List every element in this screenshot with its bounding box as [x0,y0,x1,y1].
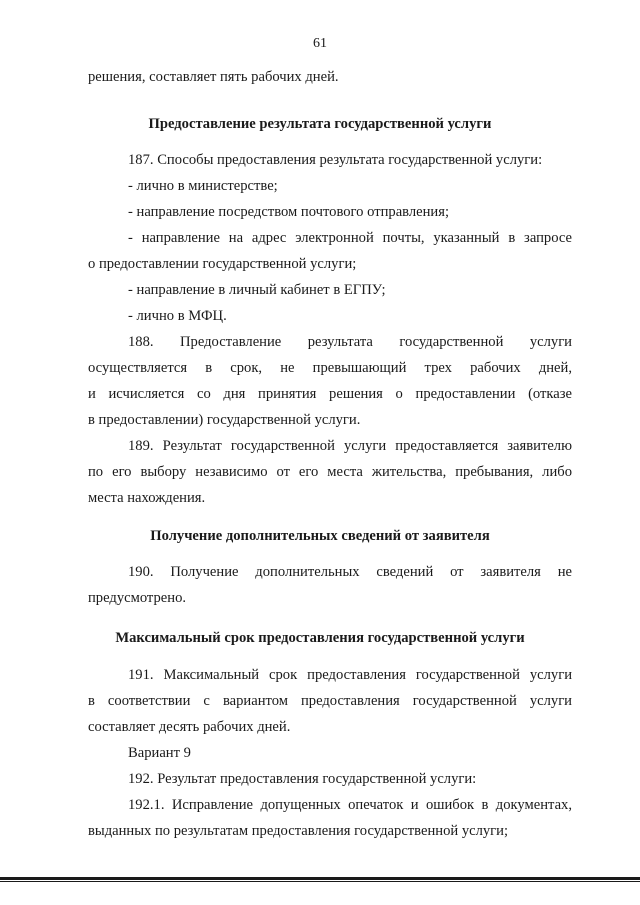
text-line: - направление на адрес электронной почты, указанный в запросе [128,230,572,246]
text-line: 190. Получение дополнительных сведений от заявителя не [128,564,572,580]
text-line: и исчисляется со дня принятия решения о предоставлении (отказе [88,386,572,402]
text-line: 192. Результат предоставления государственной услуги: [128,771,477,787]
text-line: места нахождения. [88,490,206,506]
text-line: - лично в МФЦ. [128,308,227,324]
text-line: 188. Предоставление результата государственной услуги [128,334,572,350]
section-heading: Получение дополнительных сведений от заявителя [150,528,490,544]
text-line: 192.1. Исправление допущенных опечаток и ошибок в документах, [128,797,572,813]
section-heading: Предоставление результата государственной услуги [148,116,492,132]
text-line: по его выбору независимо от его места жительства, пребывания, либо [88,464,572,480]
text-line: решения, составляет пять рабочих дней. [88,69,339,85]
text-line: о предоставлении государственной услуги; [88,256,357,272]
text-line: - направление посредством почтового отправления; [128,204,450,220]
page-number: 61 [313,36,327,51]
text-line: осуществляется в срок, не превышающий трех рабочих дней, [88,360,572,376]
text-line: предусмотрено. [88,590,187,606]
text-line: - лично в министерстве; [128,178,278,194]
text-line: 189. Результат государственной услуги предоставляется заявителю [128,438,572,454]
text-line: 187. Способы предоставления результата государственной услуги: [128,152,543,168]
text-line: - направление в личный кабинет в ЕГПУ; [128,282,386,298]
bottom-rule [0,877,640,880]
text-line: Вариант 9 [128,745,191,761]
text-line: 191. Максимальный срок предоставления государственной услуги [128,667,572,683]
section-heading: Максимальный срок предоставления государственной услуги [115,630,525,646]
text-line: в соответствии с вариантом предоставления государственной услуги [88,693,572,709]
bottom-rule-thin [0,881,640,882]
text-line: в предоставлении) государственной услуги. [88,412,361,428]
text-line: составляет десять рабочих дней. [88,719,291,735]
text-line: выданных по результатам предоставления государственной услуги; [88,823,509,839]
